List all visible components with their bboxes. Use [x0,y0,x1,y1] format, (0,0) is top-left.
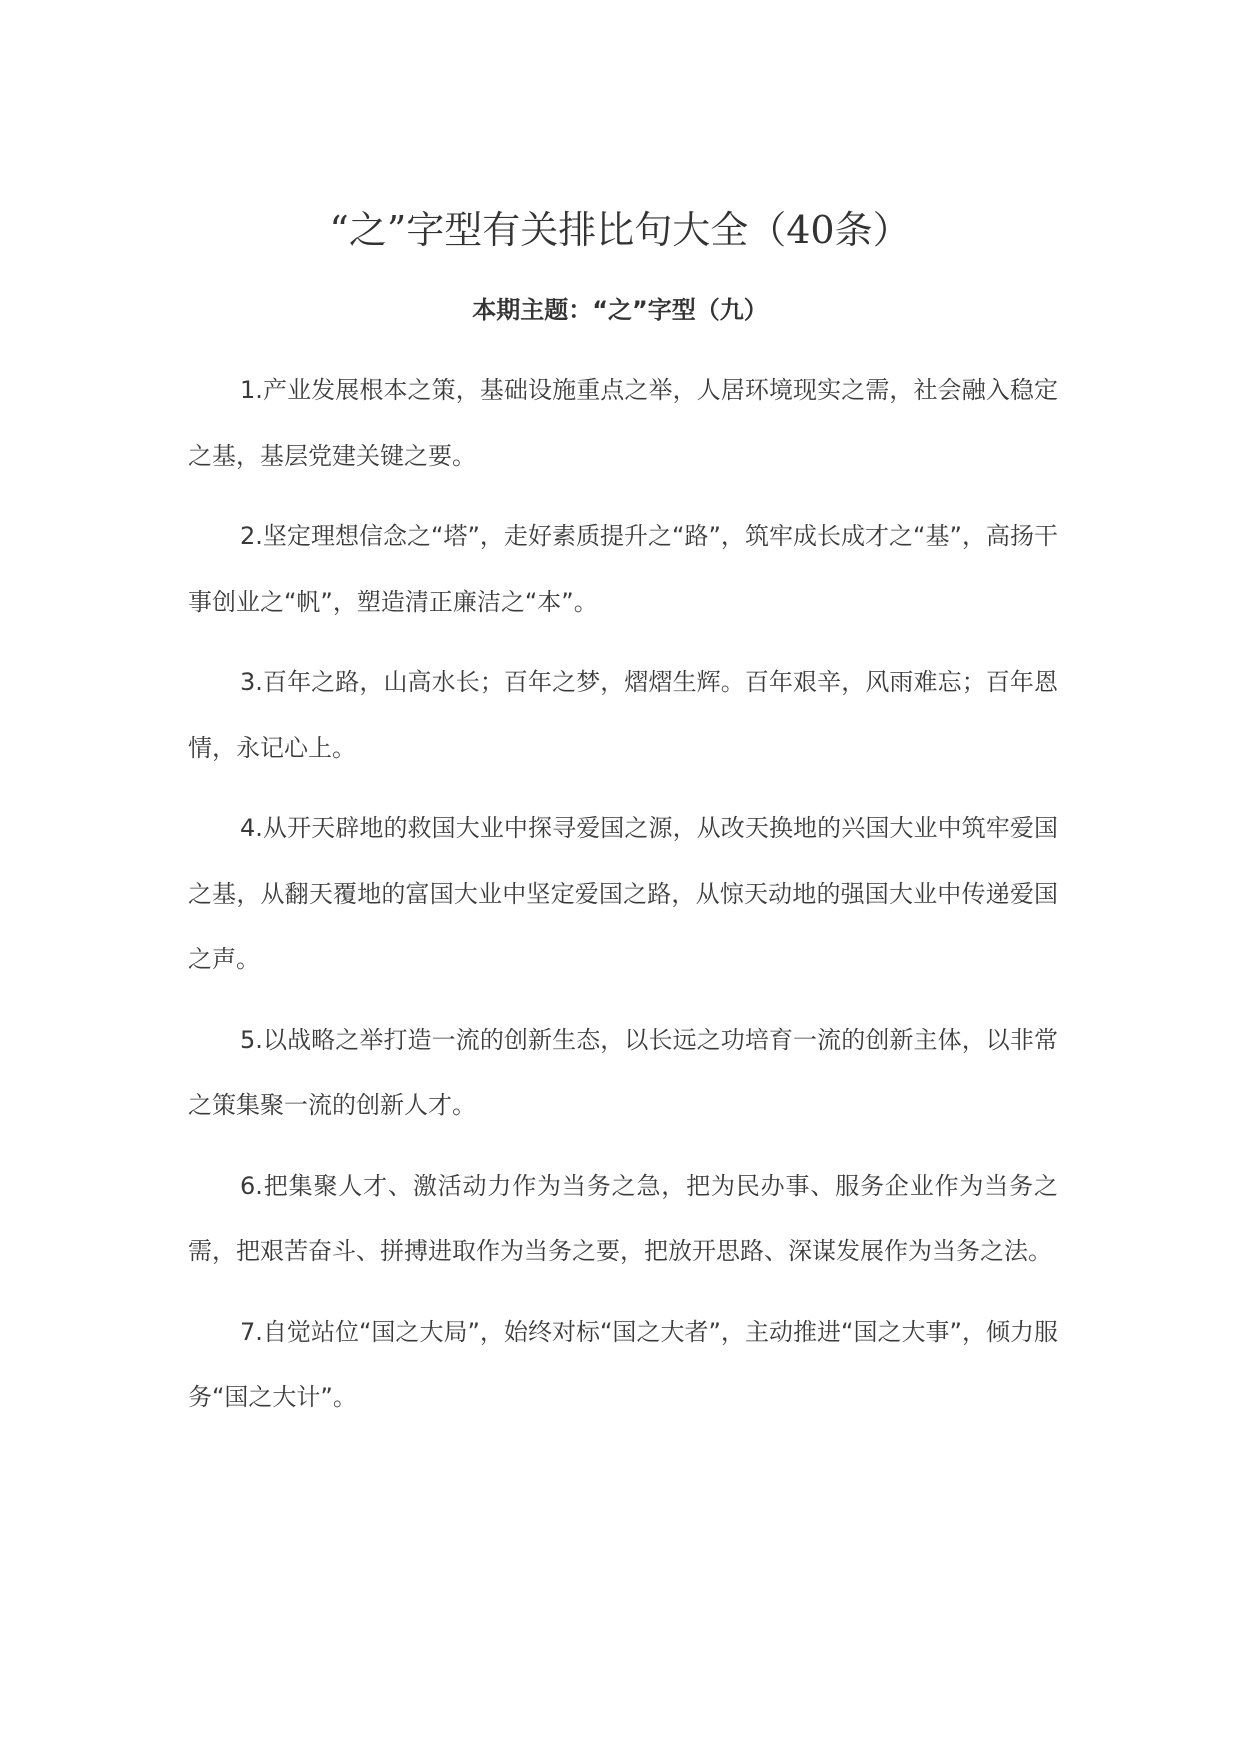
list-item-2: 2.坚定理想信念之“塔”，走好素质提升之“路”，筑牢成长成才之“基”，高扬干事创业之“帆”，塑造清正廉洁之“本”。 [188,522,1058,616]
list-item-4: 4.从开天辟地的救国大业中探寻爱国之源，从改天换地的兴国大业中筑牢爱国之基，从翻天覆地的富国大业中坚定爱国之路，从惊天动地的强国大业中传递爱国之声。 [188,814,1058,973]
document-body [188,358,1058,1446]
list-item-1: 1.产业发展根本之策，基础设施重点之举，人居环境现实之需，社会融入稳定之基，基层党建关键之要。 [188,376,1058,470]
list-item-6: 6.把集聚人才、激活动力作为当务之急，把为民办事、服务企业作为当务之需，把艰苦奋斗、拼搏进取作为当务之要，把放开思路、深谋发展作为当务之法。 [188,1171,1058,1265]
list-item-7: 7.自觉站位“国之大局”，始终对标“国之大者”，主动推进“国之大事”，倾力服务“国之大计”。 [188,1317,1058,1411]
list-item-3: 3.百年之路，山高水长；百年之梦，熠熠生辉。百年艰辛，风雨难忘；百年恩情，永记心上。 [188,668,1058,762]
document-subtitle: 本期主题：“之”字型（九） [472,296,768,324]
list-item-5: 5.以战略之举打造一流的创新生态，以长远之功培育一流的创新主体，以非常之策集聚一流的创新人才。 [188,1025,1058,1119]
document-title: “之”字型有关排比句大全（40条） [329,208,911,252]
